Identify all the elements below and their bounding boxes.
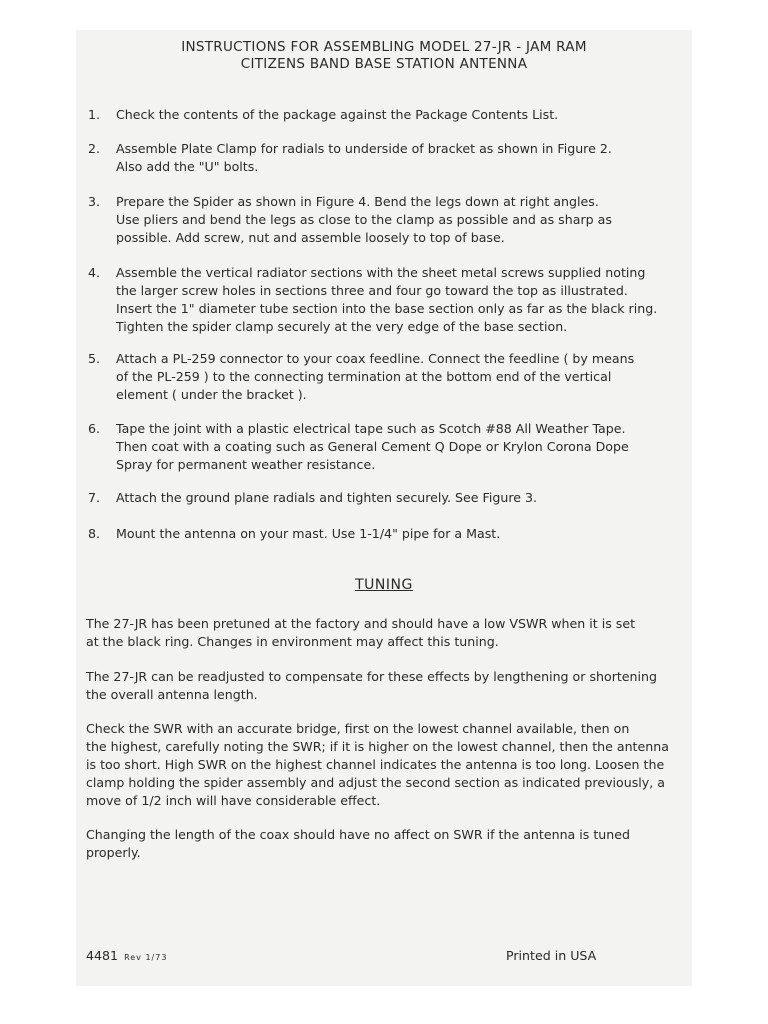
printed-in-usa: Printed in USA (506, 948, 597, 963)
step-text: Attach a PL-259 connector to your coax feedline. Connect the feedline ( by means of the PL-259 ) to the connecting termination at the bottom end of the vertical element ( under the bracket ). (116, 351, 635, 402)
document-page (76, 30, 692, 986)
step-6 (88, 420, 678, 474)
tuning-paragraph-1: The 27-JR has been pretuned at the factory and should have a low VSWR when it is set at the black ring. Changes in environment may affect this tuning. (86, 616, 636, 649)
step-text: Assemble the vertical radiator sections with the sheet metal screws supplied noting the larger screw holes in sections three and four go toward the top as illustrated. Insert the 1" diameter tube section into the base section only as far as the black ring. Tighten the spider clamp securely at the very edge of the base section. (116, 265, 658, 334)
step-text: Attach the ground plane radials and tighten securely. See Figure 3. (116, 490, 538, 505)
document-subtitle: CITIZENS BAND BASE STATION ANTENNA (240, 56, 528, 72)
step-8 (88, 525, 678, 543)
step-number: 8. (88, 526, 101, 541)
step-text: Check the contents of the package against the Package Contents List. (116, 107, 559, 122)
step-number: 2. (88, 141, 101, 156)
step-text: Tape the joint with a plastic electrical tape such as Scotch #88 All Weather Tape. Then coat with a coating such as General Cement Q Dope or Krylon Corona Dope Spray for permanent weather resistance. (116, 421, 629, 472)
step-1 (88, 106, 678, 124)
step-2 (88, 140, 678, 176)
step-text: Prepare the Spider as shown in Figure 4. Bend the legs down at right angles. Use pliers and bend the legs as close to the clamp as possible and as sharp as possible. Add screw, nut and assemble loosely to top of base. (116, 194, 612, 245)
step-5 (88, 350, 678, 404)
step-3 (88, 193, 678, 247)
document-title: INSTRUCTIONS FOR ASSEMBLING MODEL 27-JR - JAM RAM (181, 39, 587, 55)
tuning-paragraph-2: The 27-JR can be readjusted to compensate for these effects by lengthening or shortening the overall antenna length. (86, 669, 658, 702)
tuning-paragraph-3: Check the SWR with an accurate bridge, first on the lowest channel available, then on the highest, carefully noting the SWR; if it is higher on the lowest channel, then the antenna is too short. High SWR on the highest channel indicates the antenna is too long. Loosen the clamp holding the spider assembly and adjust the second section as indicated previously, a move of 1/2 inch will have considerable effect. (86, 721, 669, 808)
form-number-text: 4481 (86, 948, 119, 963)
step-number: 1. (88, 107, 101, 122)
step-text: Assemble Plate Clamp for radials to underside of bracket as shown in Figure 2. Also add the "U" bolts. (116, 141, 612, 174)
step-number: 4. (88, 265, 101, 280)
step-number: 5. (88, 351, 101, 366)
step-4 (88, 264, 678, 336)
step-7 (88, 489, 678, 507)
step-number: 7. (88, 490, 101, 505)
revision-text: Rev 1/73 (124, 953, 168, 962)
step-number: 6. (88, 421, 101, 436)
step-text: Mount the antenna on your mast. Use 1-1/4" pipe for a Mast. (116, 526, 501, 541)
tuning-heading: TUNING (355, 577, 413, 593)
form-number (86, 948, 167, 963)
tuning-paragraph-4: Changing the length of the coax should have no affect on SWR if the antenna is tuned properly. (86, 827, 630, 860)
step-number: 3. (88, 194, 101, 209)
